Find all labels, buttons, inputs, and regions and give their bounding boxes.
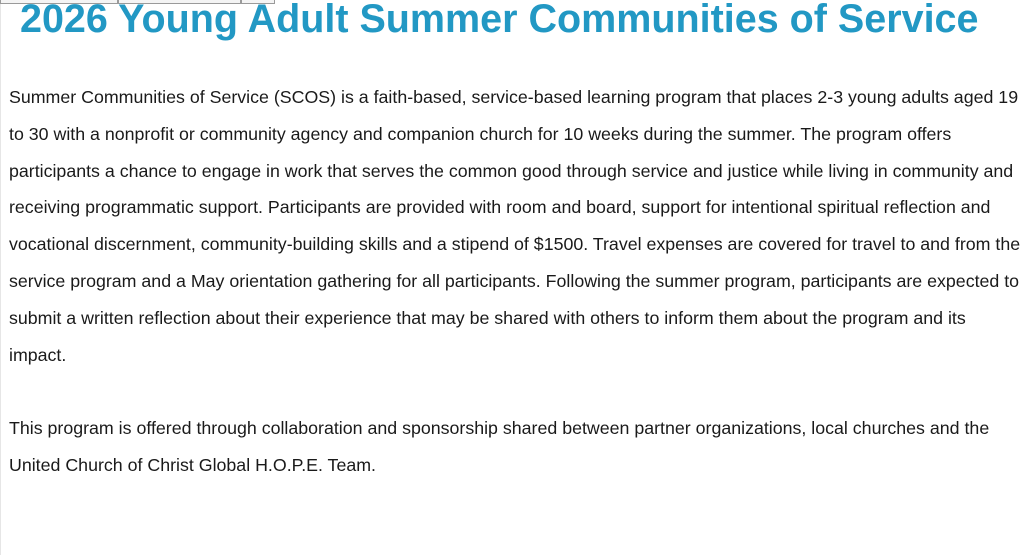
article-body <box>9 79 1021 484</box>
description-paragraph: Summer Communities of Service (SCOS) is a faith-based, service-based learning program that places 2-3 young adults aged 19 to 30 with a nonprofit or community agency and companion church for 10 weeks during the summer. The program offers participants a chance to engage in work that serves the common good through service and justice while living in community and receiving programmatic support. Participants are provided with room and board, support for intentional spiritual reflection and vocational discernment, community-building skills and a stipend of $1500. Travel expenses are covered for travel to and from the service program and a May orientation gathering for all participants. Following the summer program, participants are expected to submit a written reflection about their experience that may be shared with others to inform them about the program and its impact. <box>9 87 1021 365</box>
page-title: 2026 Young Adult Summer Communities of Service <box>20 0 979 41</box>
sponsorship-paragraph: This program is offered through collaboration and sponsorship shared between partner organizations, local churches and the United Church of Christ Global H.O.P.E. Team. <box>9 418 990 476</box>
